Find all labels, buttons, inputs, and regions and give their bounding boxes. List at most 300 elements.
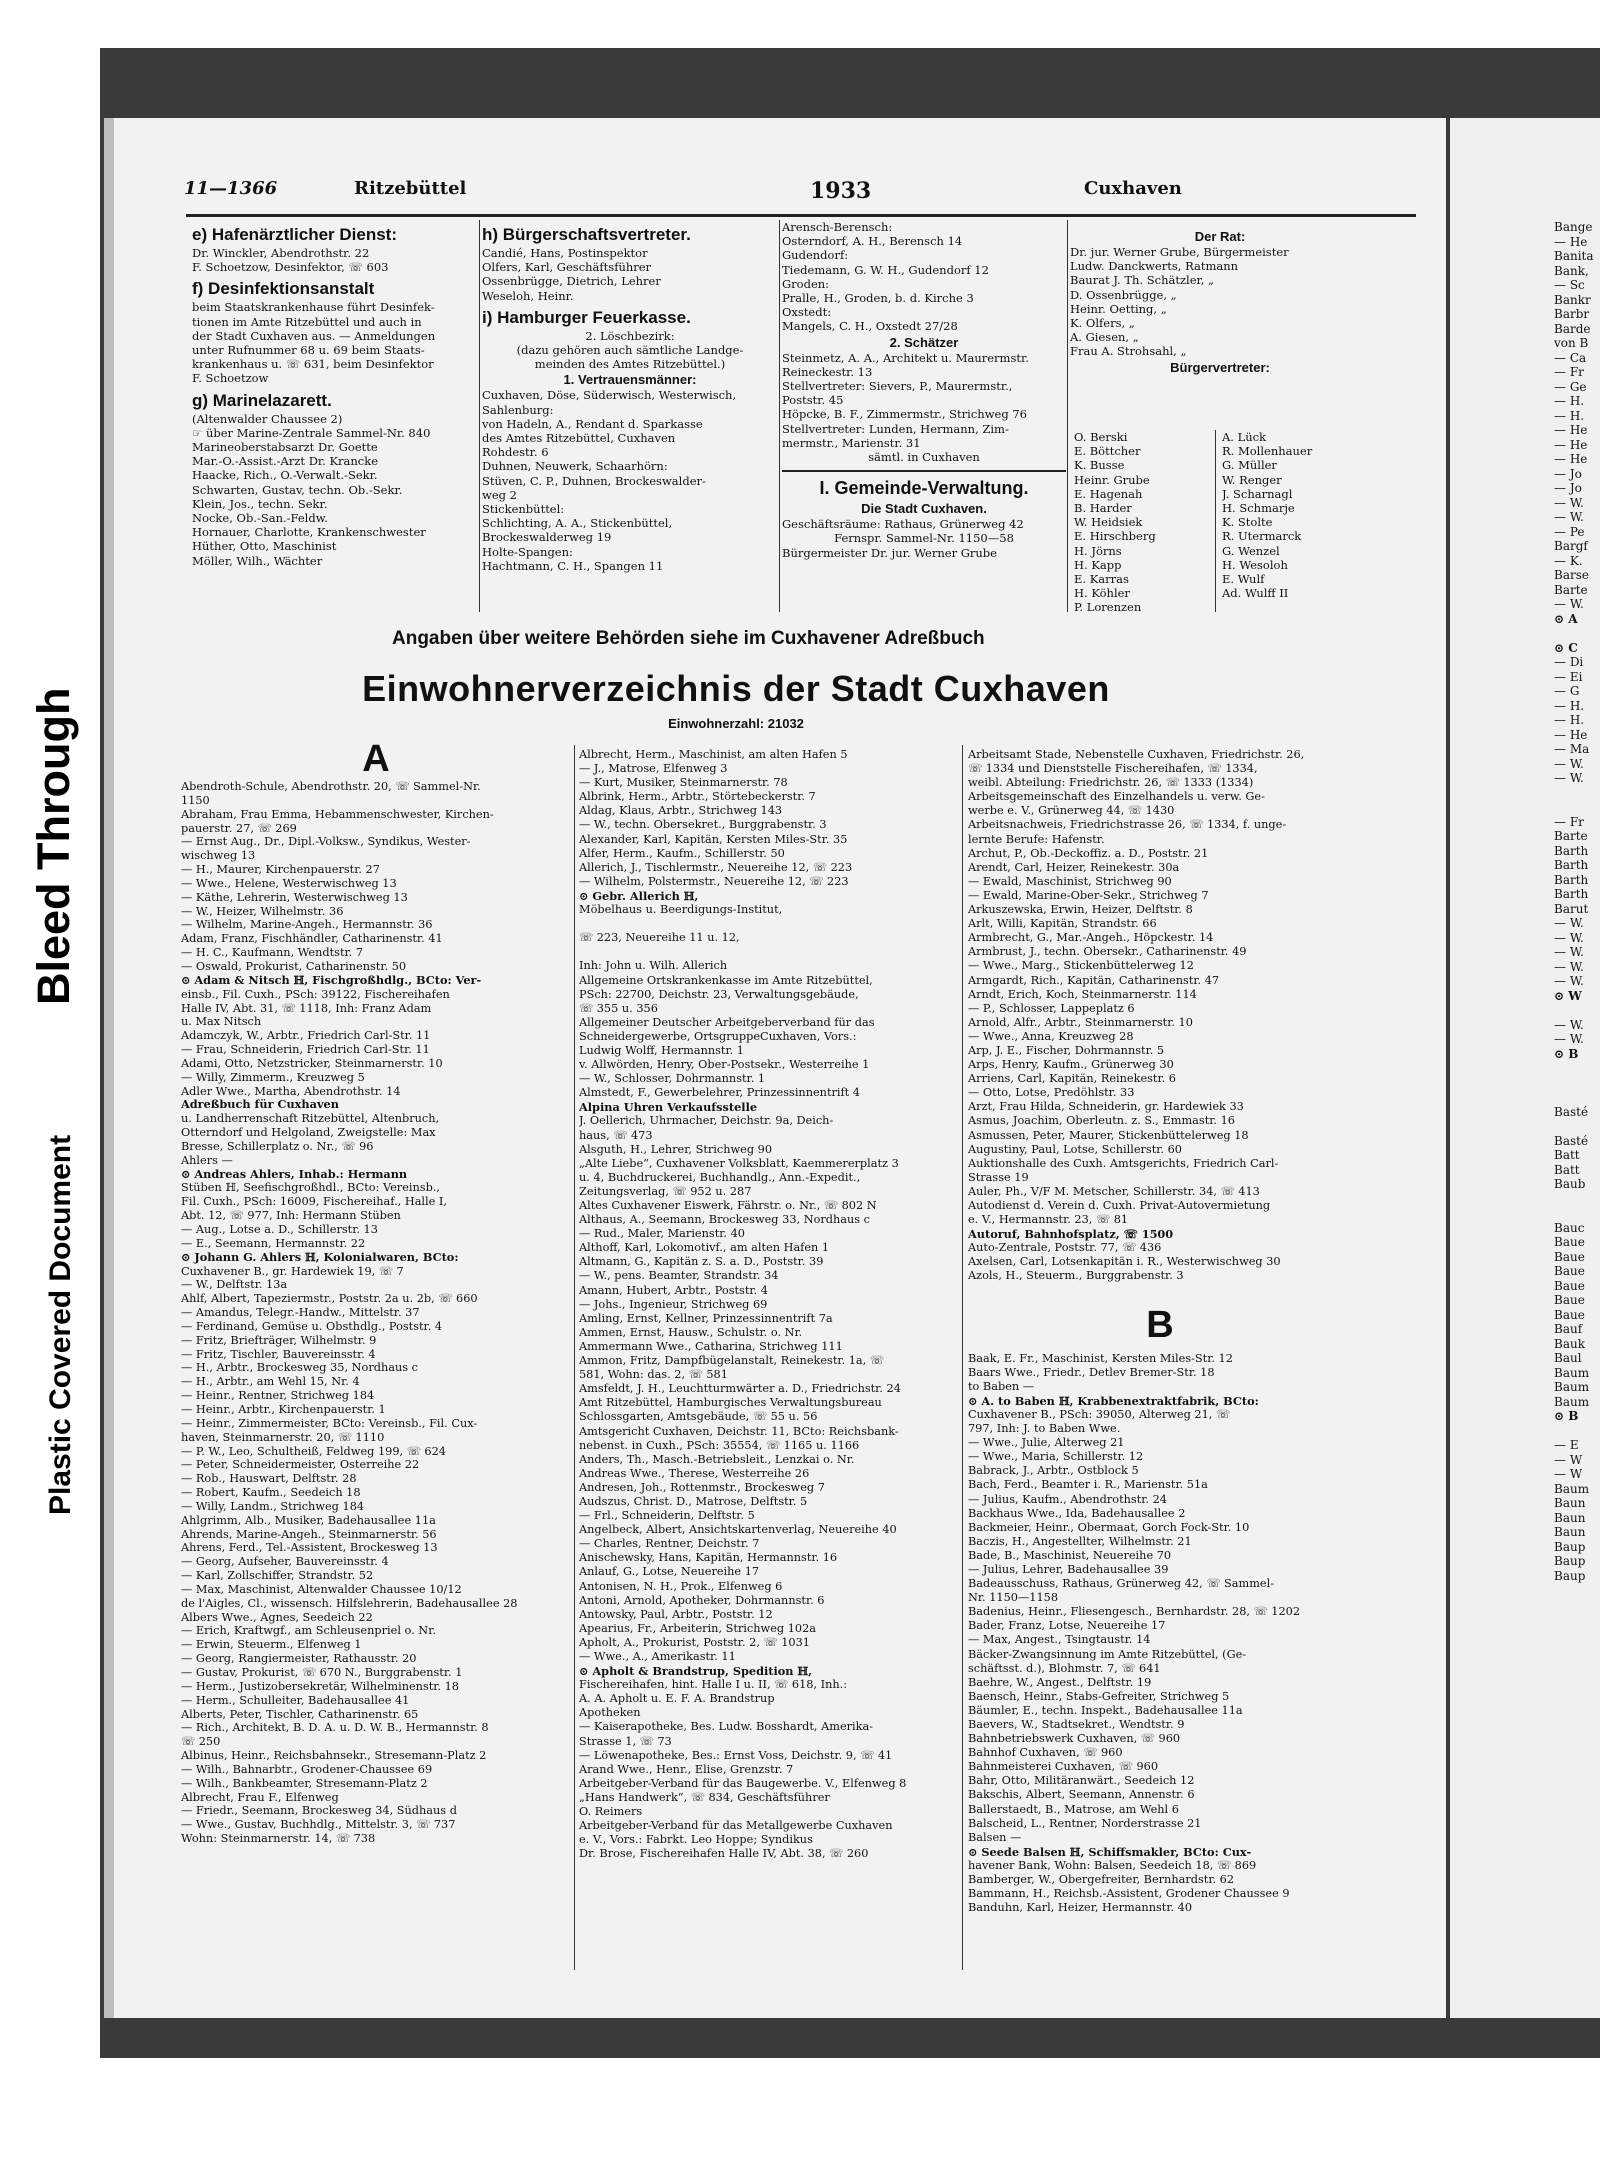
entry-line: 2. Schätzer [889,334,959,350]
entry-line: — Herm., Schulleiter, Badehausallee 41 [181,1693,410,1707]
entry-line: — H. [1554,394,1585,408]
bottom-margin [100,2058,1600,2177]
entry-line: (dazu gehören auch sämtliche Landge- [516,343,744,358]
plastic-covered-label: Plastic Covered Document [44,1134,77,1515]
entry-line: B. Harder [1074,501,1132,516]
entry-line: Adamczyk, W., Arbtr., Friedrich Carl-Str. 11 [181,1029,431,1043]
entry-line: ⊙ Andreas Ahlers, Inhab.: Hermann [181,1167,408,1181]
entry-line: Pralle, H., Groden, b. d. Kirche 3 [782,291,974,306]
entry-line: — J., Matrose, Elfenweg 3 [579,762,728,776]
column-divider [479,220,480,612]
entry-line: weibl. Abteilung: Friedrichstr. 26, ☏ 1333 (1334) [968,776,1254,790]
entry-line: — Käthe, Lehrerin, Westerwischweg 13 [181,890,408,904]
entry-line: Ahrens, Ferd., Tel.-Assistent, Brockesweg 13 [181,1541,438,1555]
entry-line: Altes Cuxhavener Eiswerk, Fährstr. o. Nr., ☏ 802 N [579,1199,877,1212]
entry-line: Ad. Wulff II [1222,586,1289,601]
page-header [174,178,1404,208]
entry-line: Strasse 1, ☏ 73 [579,1734,672,1748]
entry-line: — Georg, Aufseher, Bauvereinsstr. 4 [181,1555,389,1569]
entry-line: Bauk [1554,1336,1585,1351]
entry-line: — Johs., Ingenieur, Strichweg 69 [579,1297,768,1311]
entry-line: E. Hirschberg [1074,529,1156,544]
entry-line: Arbeitsamt Stade, Nebenstelle Cuxhaven, Friedrichstr. 26, [968,748,1305,761]
entry-line: Arensch-Berensch: [782,220,893,234]
entry-line: G. Müller [1222,458,1277,473]
entry-line: Arbeitgeber-Verband für das Baugewerbe. V., Elfenweg 8 [579,1776,907,1790]
entry-line: „Hans Handwerk“, ☏ 834, Geschäftsführer [579,1790,830,1804]
entry-line: W. Renger [1222,472,1282,487]
entry-line: — Frau, Schneiderin, Friedrich Carl-Str. 11 [181,1043,430,1057]
entry-line: e. V., Hermannstr. 23, ☏ 81 [968,1213,1129,1227]
entry-line: Adam, Franz, Fischhändler, Catharinenstr. 41 [181,932,443,946]
entry-line: Stüven, C. P., Duhnen, Brockeswalder- [482,473,706,488]
entry-line: Amann, Hubert, Arbtr., Poststr. 4 [579,1283,768,1297]
entry-line: F. Schoetzow [192,371,269,386]
entry-line: A. Giesen, „ [1070,330,1139,345]
entry-line: — Aug., Lotse a. D., Schillerstr. 13 [181,1223,378,1236]
entry-line: Armgardt, Rich., Kapitän, Catharinenstr. 47 [968,973,1220,987]
entry-line: „Alte Liebe“, Cuxhavener Volksblatt, Kaemmererplatz 3 [579,1156,899,1170]
entry-line: Banita [1554,249,1594,263]
entry-line: — Ma [1554,742,1590,756]
entry-line: mermstr., Marienstr. 31 [782,435,921,450]
entry-line: v. Allwörden, Henry, Ober-Postsekr., Westerreihe 1 [579,1058,870,1072]
entry-line: — W. [1554,930,1584,945]
entry-line: — Friedr., Seemann, Brockesweg 34, Südhaus d [181,1804,457,1818]
angaben-note: Angaben über weitere Behörden siehe im Cuxhavener Adreßbuch [392,628,985,649]
entry-line: — He [1554,423,1588,437]
entry-line: O. Reimers [579,1805,643,1819]
entry-line: — H. [1554,713,1585,727]
entry-line: Bach, Ferd., Beamter i. R., Marienstr. 51a [968,1478,1208,1492]
column-divider [779,220,780,612]
entry-line: — H. [1554,698,1585,713]
entry-line: A. A. Apholt u. E. F. A. Brandstrup [579,1692,775,1706]
entry-line: g) Marinelazarett. [192,390,332,410]
entry-line: Geschäftsräume: Rathaus, Grünerweg 42 [782,517,1024,532]
entry-line: — W. [1554,495,1584,510]
entry-line: H. Jörns [1074,543,1122,558]
entry-line: Baup [1554,1539,1586,1554]
entry-line: — Max, Maschinist, Altenwalder Chaussee 10/12 [181,1582,462,1596]
register-column-2 [579,748,959,1861]
entry-line: — P., Schlosser, Lappeplatz 6 [968,1001,1135,1015]
entry-line: 2. Löschbezirk: [585,328,675,343]
entry-line: ⊙ A. to Baben ℍ, Krabbenextraktfabrik, BCto: [968,1393,1259,1408]
entry-line: Arand Wwe., Henr., Elise, Grenzstr. 7 [579,1762,794,1776]
entry-line: — Wilhelm, Polstermstr., Neuereihe 12, ☏ 223 [579,874,849,888]
entry-line: Baue [1554,1249,1585,1264]
entry-line: Höpcke, B. F., Zimmermstr., Strichweg 76 [782,407,1027,422]
entry-line: Arbeitsnachweis, Friedrichstrasse 26, ☏ 1334, f. unge- [968,818,1287,832]
entry-line: — Wwe., Gustav, Buchhdlg., Mittelstr. 3, ☏ 737 [181,1818,456,1832]
entry-line: Baun [1554,1496,1586,1510]
entry-line: — E [1554,1438,1579,1452]
entry-line: Barbr [1554,307,1590,321]
entry-line: Backhaus Wwe., Ida, Badehausallee 2 [968,1506,1186,1520]
entry-line: — Willy, Zimmerm., Kreuzweg 5 [181,1070,365,1084]
entry-line: Gudendorf: [782,248,849,263]
entry-line: — Ewald, Maschinist, Strichweg 90 [968,874,1172,888]
entry-line: — W., techn. Obersekret., Burggrabenstr. 3 [579,818,827,832]
entry-line: Anischewsky, Hans, Kapitän, Hermannstr. 16 [579,1551,838,1565]
entry-line: Baue [1554,1235,1585,1249]
entry-line: Antonisen, N. H., Prok., Elfenweg 6 [579,1579,783,1593]
register-subtitle: Einwohnerzahl: 21032 [668,716,804,731]
entry-line [1554,1090,1600,1105]
entry-line: — Sc [1554,278,1585,292]
entry-line: Möbelhaus u. Beerdigungs-Institut, [579,903,783,917]
entry-line: — Otto, Lotse, Predöhlstr. 33 [968,1086,1135,1100]
entry-line: f) Desinfektionsanstalt [192,279,375,299]
column-buerger [482,220,778,573]
entry-line: Arlt, Willi, Kapitän, Strandstr. 66 [968,917,1157,931]
entry-line: J. Scharnagl [1222,486,1293,501]
entry-line: — Ge [1554,379,1587,394]
entry-line: — W., Heizer, Wilhelmstr. 36 [181,904,344,918]
entry-line: Hornauer, Charlotte, Krankenschwester [192,525,426,540]
entry-line: Baars Wwe., Friedr., Detlev Bremer-Str. 18 [968,1365,1215,1379]
entry-line: — W. [1554,597,1584,611]
entry-line: Altmann, G., Kapitän z. S. a. D., Poststr. 39 [579,1255,824,1269]
entry-line: Albrecht, Frau F., Elfenweg [181,1790,339,1804]
entry-line: Baun [1554,1525,1586,1539]
entry-line [1554,800,1600,815]
entry-line: Bürgermeister Dr. jur. Werner Grube [782,545,997,560]
entry-line: — Rud., Maler, Marienstr. 40 [579,1227,745,1241]
entry-line: Bank, [1554,263,1589,278]
entry-line: Barte [1554,829,1588,843]
entry-line: Ludwig Wolff, Hermannstr. 1 [579,1043,744,1057]
entry-line: Augustiny, Paul, Lotse, Schillerstr. 60 [968,1142,1182,1156]
entry-line: ⊙ A [1554,611,1578,626]
entry-line: Apearius, Fr., Arbeiterin, Strichweg 102a [579,1621,817,1635]
entry-line: — Ewald, Marine-Ober-Sekr., Strichweg 7 [968,888,1209,902]
entry-line: — Max, Angest., Tsingtaustr. 14 [968,1633,1151,1647]
entry-line: Ballerstaedt, B., Matrose, am Wehl 6 [968,1802,1179,1816]
entry-line: 1. Vertrauensmänner: [563,372,697,388]
entry-line: — Frl., Schneiderin, Delftstr. 5 [579,1509,755,1523]
entry-line: — Wwe., Julie, Alterweg 21 [968,1436,1125,1450]
adjacent-page-strip [1450,118,1600,2018]
entry-line: 581, Wohn: das. 2, ☏ 581 [579,1368,728,1382]
entry-line: Abendroth-Schule, Abendrothstr. 20, ☏ Sammel-Nr. [181,780,481,793]
entry-line: Adreßbuch für Cuxhaven [181,1098,339,1112]
entry-line: O. Berski [1074,430,1128,444]
entry-line: ☏ 250 [181,1735,221,1749]
entry-line: — Wwe., Anna, Kreuzweg 28 [968,1029,1134,1043]
entry-line: lernte Berufe: Hafenstr. [968,832,1105,846]
entry-line: Albinus, Heinr., Reichsbahnsekr., Stresemann-Platz 2 [181,1749,487,1763]
entry-line: haus, ☏ 473 [579,1128,653,1142]
entry-line: G. Wenzel [1222,543,1280,558]
entry-line: Anders, Th., Masch.-Betriebsleit., Lenzkai o. Nr. [579,1452,855,1466]
entry-line: K. Stolte [1222,515,1273,530]
entry-line: wischweg 13 [181,849,256,863]
entry-line: F. Schoetzow, Desinfektor, ☏ 603 [192,260,389,275]
entry-line: — Wwe., Maria, Schillerstr. 12 [968,1450,1144,1464]
entry-line: Stellvertreter: Lunden, Hermann, Zim- [782,421,1009,436]
entry-line: — Wwe., A., Amerikastr. 11 [579,1650,736,1663]
entry-line: Amling, Ernst, Kellner, Prinzessinnentrift 7a [579,1311,833,1325]
entry-line: Arendt, Carl, Heizer, Reinekestr. 30a [968,860,1180,874]
entry-line: Apotheken [579,1706,641,1720]
entry-line: — Jo [1554,481,1582,495]
entry-line: — Fr [1554,365,1584,379]
entry-line: Wohn: Steinmarnerstr. 14, ☏ 738 [181,1832,376,1846]
entry-line: ⊙ Adam & Nitsch ℍ, Fischgroßhdlg., BCto: Ver- [181,973,482,987]
entry-line: Schneidergewerbe, OrtsgruppeCuxhaven, Vors.: [579,1029,857,1043]
entry-line: tionen im Amte Ritzebüttel und auch in [192,314,422,329]
entry-line: H. Wesoloh [1222,557,1288,572]
entry-line: Ludw. Danckwerts, Ratmann [1070,259,1239,274]
entry-line: Baum [1554,1365,1590,1380]
entry-line: Sahlenburg: [482,402,554,417]
left-margin [0,0,100,2177]
entry-line: — Wwe., Helene, Westerwischweg 13 [181,876,397,890]
entry-line: Amsfeldt, J. H., Leuchtturmwärter a. D., Friedrichstr. 24 [579,1382,901,1396]
entry-line: Bürgervertreter: [1170,359,1270,375]
entry-line: Schlichting, A. A., Stickenbüttel, [482,516,673,531]
entry-line: — Erwin, Steuerm., Elfenweg 1 [181,1638,362,1652]
entry-line: Baehre, W., Angest., Delftstr. 19 [968,1675,1152,1689]
register-divider [574,745,575,1970]
entry-line: Hachtmann, C. H., Spangen 11 [482,558,664,573]
entry-line: havener Bank, Wohn: Balsen, Seedeich 18, ☏ 869 [968,1858,1257,1872]
entry-line: Olfers, Karl, Geschäftsführer [482,260,652,275]
bleed-through-label: Bleed Through [28,687,79,1005]
entry-line: Fernspr. Sammel-Nr. 1150—58 [834,531,1014,546]
entry-line: PSch: 22700, Deichstr. 23, Verwaltungsgebäude, [579,987,859,1001]
entry-line: ☏ 223, Neuereihe 11 u. 12, [579,931,740,945]
letter-a-heading: A [362,738,390,780]
entry-line: haven, Steinmarnerstr. 20, ☏ 1110 [181,1430,385,1444]
entry-line: Osterndorf, A. H., Berensch 14 [782,234,963,249]
entry-line: — H. C., Kaufmann, Wendtstr. 7 [181,946,364,960]
entry-line: u. 4, Buchdruckerei, Buchhandlg., Ann.-Expedit., [579,1170,861,1184]
entry-line: — He [1554,727,1588,742]
entry-line: Allerich, J., Tischlermstr., Neuereihe 12, ☏ 223 [579,860,853,874]
entry-line: Tiedemann, G. W. H., Gudendorf 12 [782,262,989,277]
column-hafen [192,220,482,568]
entry-line: ⊙ B [1554,1046,1579,1061]
entry-line [579,917,959,931]
entry-line: Auto-Zentrale, Poststr. 77, ☏ 436 [968,1241,1162,1255]
entry-line: Bange [1554,220,1593,234]
entry-line: ☏ 355 u. 356 [579,1001,658,1015]
entry-line: Barte [1554,582,1588,597]
entry-line: — Robert, Kaufm., Seedeich 18 [181,1486,361,1500]
entry-line: — Wilh., Bankbeamter, Stresemann-Platz 2 [181,1776,428,1790]
entry-line: Otterndorf und Helgoland, Zweigstelle: Max [181,1126,436,1140]
entry-line: E. Karras [1074,572,1129,587]
entry-line: des Amtes Ritzebüttel, Cuxhaven [482,431,676,446]
entry-line: Die Stadt Cuxhaven. [861,501,987,517]
entry-line [1554,1206,1600,1221]
entry-line: — W. [1554,959,1584,974]
column-rat [1070,228,1370,376]
entry-line: — H., Arbtr., am Wehl 15, Nr. 4 [181,1375,360,1389]
register-column-1 [181,738,571,1846]
entry-line: Rohdestr. 6 [482,445,549,460]
entry-line: Abraham, Frau Emma, Hebammenschwester, Kirchen- [181,807,494,821]
entry-line: Klein, Jos., techn. Sekr. [192,496,328,511]
entry-line: Backmeier, Heinr., Obermaat, Gorch Fock-Str. 10 [968,1520,1250,1534]
column-divider [1215,430,1216,612]
entry-line: Balsen — [968,1830,1022,1844]
entry-line: Inh: John u. Wilh. Allerich [579,959,728,973]
entry-line: e. V., Vors.: Fabrkt. Leo Hoppe; Syndikus [579,1833,813,1847]
entry-line: Arzt, Frau Hilda, Schneiderin, gr. Hardewiek 33 [968,1100,1244,1114]
entry-line: — Rob., Hauswart, Delftstr. 28 [181,1472,357,1486]
entry-line: — W. [1554,974,1584,988]
entry-line: Batt [1554,1162,1580,1177]
entry-line: Amt Ritzebüttel, Hamburgisches Verwaltungsbureau [579,1396,882,1410]
entry-line: Batt [1554,1148,1580,1162]
entry-line: Baup [1554,1568,1586,1583]
entry-line: schäftsst. d.), Blohmstr. 7, ☏ 641 [968,1661,1161,1675]
entry-line: Arbeitgeber-Verband für das Metallgewerbe Cuxhaven [579,1819,893,1833]
entry-line: Stüben ℍ, Seefischgroßhdl., BCto: Vereinsb., [181,1181,440,1195]
entry-line: Stellvertreter: Sievers, P., Maurermstr., [782,379,1013,394]
entry-line: Babrack, J., Arbtr., Ostblock 5 [968,1464,1139,1478]
entry-line: Dr. Brose, Fischereihafen Halle IV, Abt. 38, ☏ 260 [579,1847,869,1861]
entry-line: — W. [1554,771,1584,785]
entry-line: h) Bürgerschaftsvertreter. [482,225,691,244]
entry-line: Baue [1554,1264,1585,1278]
entry-line: Arbeitsgemeinschaft des Einzelhandels u. verw. Ge- [968,790,1265,804]
entry-line: Abt. 12, ☏ 977, Inh: Hermann Stüben [181,1209,401,1223]
entry-line: Ahlf, Albert, Tapeziermstr., Poststr. 2a u. 2b, ☏ 660 [181,1292,478,1306]
entry-line: Hüther, Otto, Maschinist [192,539,337,554]
entry-line: nebenst. in Cuxh., PSch: 35554, ☏ 1165 u. 1166 [579,1438,860,1452]
entry-line: Ossenbrügge, Dietrich, Lehrer [482,274,661,289]
entry-line: Alsguth, H., Lehrer, Strichweg 90 [579,1142,773,1156]
entry-line: Andreas Wwe., Therese, Westerreihe 26 [579,1466,810,1480]
entry-line: Dr. Winckler, Abendrothstr. 22 [192,246,370,260]
entry-line: A. Lück [1222,430,1267,444]
entry-line: Schlossgarten, Amtsgebäude, ☏ 55 u. 56 [579,1410,818,1424]
entry-line: — Julius, Kaufm., Abendrothstr. 24 [968,1492,1167,1506]
entry-line: Dr. jur. Werner Grube, Bürgermeister [1070,245,1289,259]
register-divider [962,745,963,1970]
entry-line: Apholt, A., Prokurist, Poststr. 2, ☏ 1031 [579,1635,810,1649]
entry-line: Andresen, Joh., Rottenmstr., Brockesweg 7 [579,1480,825,1494]
entry-line: Frau A. Strohsahl, „ [1070,344,1187,359]
entry-line: Auktionshalle des Cuxh. Amtsgerichts, Friedrich Carl- [968,1156,1279,1170]
entry-line: — Georg, Rangiermeister, Rathausstr. 20 [181,1652,417,1666]
entry-line: — K. [1554,553,1583,568]
entry-line: E. Wulf [1222,572,1265,587]
header-rule [186,214,1416,217]
entry-line: ⊙ B [1554,1409,1579,1423]
entry-line: — Heinr., Rentner, Strichweg 184 [181,1389,375,1403]
entry-line: werbe e. V., Grünerweg 44, ☏ 1430 [968,804,1175,818]
entry-line: ⊙ Seede Balsen ℍ, Schiffsmakler, BCto: Cux- [968,1844,1252,1859]
entry-line: — Kaiserapotheke, Bes. Ludw. Bosshardt, Amerika- [579,1720,874,1734]
entry-line [1554,1076,1600,1091]
entry-line: — W., Delftstr. 13a [181,1278,288,1292]
entry-line [1554,1061,1600,1076]
entry-line: Candié, Hans, Postinspektor [482,246,648,260]
entry-line: — Charles, Rentner, Deichstr. 7 [579,1537,760,1551]
entry-line: Balscheid, L., Rentner, Norderstrasse 21 [968,1816,1202,1830]
column-feuerkasse [782,220,1066,560]
entry-line: Cuxhavener B., gr. Hardewiek 19, ☏ 7 [181,1264,404,1278]
entry-line: Asmussen, Peter, Maurer, Stickenbüttelerweg 18 [968,1128,1249,1142]
entry-line: Cuxhaven, Döse, Süderwisch, Westerwisch, [482,388,737,403]
entry-line: Ahrends, Marine-Angeh., Steinmarnerstr. 56 [181,1527,437,1541]
entry-line: Baensch, Heinr., Stabs-Gefreiter, Strichweg 5 [968,1689,1230,1703]
entry-line: u. Max Nitsch [181,1015,262,1029]
entry-line: I. Gemeinde-Verwaltung. [782,470,1066,500]
entry-line: — Peter, Schneidermeister, Osterreihe 22 [181,1458,420,1472]
entry-line: — W. [1554,945,1584,959]
entry-line: u. Landherrenschaft Ritzebüttel, Altenbruch, [181,1112,440,1126]
entry-line: Badenius, Heinr., Fliesengesch., Bernhardstr. 28, ☏ 1202 [968,1605,1301,1619]
entry-line: Baak, E. Fr., Maschinist, Kersten Miles-Str. 12 [968,1351,1233,1365]
entry-line: — H., Maurer, Kirchenpauerstr. 27 [181,863,380,877]
entry-line: ⊙ Johann G. Ahlers ℍ, Kolonialwaren, BCto: [181,1250,459,1264]
entry-line: Halle IV, Abt. 31, ☏ 1118, Inh: Franz Adam [181,1001,432,1015]
entry-line: — Gustav, Prokurist, ☏ 670 N., Burggrabenstr. 1 [181,1666,463,1679]
entry-line: — W. [1554,1032,1584,1046]
entry-line: krankenhaus u. ☏ 631, beim Desinfektor [192,357,434,372]
entry-line [1554,1424,1600,1439]
entry-line: Althoff, Karl, Lokomotivf., am alten Hafen 1 [579,1241,830,1255]
entry-line: Zeitungsverlag, ☏ 952 u. 287 [579,1184,752,1198]
entry-line: Bauc [1554,1220,1585,1235]
entry-line: H. Kapp [1074,557,1122,572]
entry-line: Bammann, H., Reichsb.-Assistent, Grodener Chaussee 9 [968,1887,1290,1901]
entry-line: (Altenwalder Chaussee 2) [192,411,343,426]
entry-line: Cuxhavener B., PSch: 39050, Alterweg 21, ☏ [968,1407,1231,1421]
entry-line: Marineoberstabsarzt Dr. Goette [192,440,378,455]
entry-line: — Heinr., Zimmermeister, BCto: Vereinsb., Fil. Cux- [181,1416,478,1430]
entry-line: Alexander, Karl, Kapitän, Kersten Miles-Str. 35 [579,832,848,846]
entry-line: — W. [1554,510,1584,524]
entry-line: Audszus, Christ. D., Matrose, Delftstr. 5 [579,1494,808,1508]
entry-line: Adami, Otto, Netzstricker, Steinmarnerstr. 10 [181,1056,443,1070]
entry-line: Adler Wwe., Martha, Abendrothstr. 14 [181,1084,401,1098]
entry-line: de l'Aigles, Cl., wissensch. Hilfslehrerin, Badehausallee 28 [181,1596,518,1610]
buergervertreter-list [1074,430,1374,615]
entry-line: Anlauf, G., Lotse, Neuereihe 17 [579,1565,760,1579]
entry-line: — Amandus, Telegr.-Handw., Mittelstr. 37 [181,1306,420,1320]
entry-line: Alfer, Herm., Kaufm., Schillerstr. 50 [579,846,785,860]
entry-line: Ammermann Wwe., Catharina, Strichweg 111 [579,1339,843,1353]
entry-line: Albrecht, Herm., Maschinist, am alten Hafen 5 [579,748,848,761]
entry-line: — He [1554,437,1588,452]
entry-line: — Fritz, Briefträger, Wilhelmstr. 9 [181,1333,377,1347]
entry-line: Fischereihafen, hint. Halle I u. II, ☏ 618, Inh.: [579,1678,848,1692]
entry-line: Baczis, H., Angestellter, Wilhelmstr. 21 [968,1534,1192,1548]
entry-line: Möller, Wilh., Wächter [192,553,323,568]
entry-line: Autoruf, Bahnhofsplatz, ☏ 1500 [968,1227,1174,1242]
entry-line: Bakschis, Albert, Seemann, Annenstr. 6 [968,1788,1195,1802]
entry-line: — Karl, Zollschiffer, Strandstr. 52 [181,1569,374,1583]
entry-line: Baub [1554,1177,1586,1191]
entry-line: der Stadt Cuxhaven aus. — Anmeldungen [192,328,436,343]
entry-line: — Di [1554,655,1584,669]
entry-line: Bankr [1554,292,1591,307]
entry-line: — W [1554,1452,1583,1467]
entry-line: J. Oellerich, Uhrmacher, Deichstr. 9a, Deich- [579,1114,834,1128]
entry-line: Arp, J. E., Fischer, Dohrmannstr. 5 [968,1043,1165,1057]
entry-line: Mar.-O.-Assist.-Arzt Dr. Krancke [192,454,379,469]
entry-line: — Wilh., Bahnarbtr., Grodener-Chaussee 69 [181,1762,433,1776]
entry-line: — Jo [1554,466,1582,481]
